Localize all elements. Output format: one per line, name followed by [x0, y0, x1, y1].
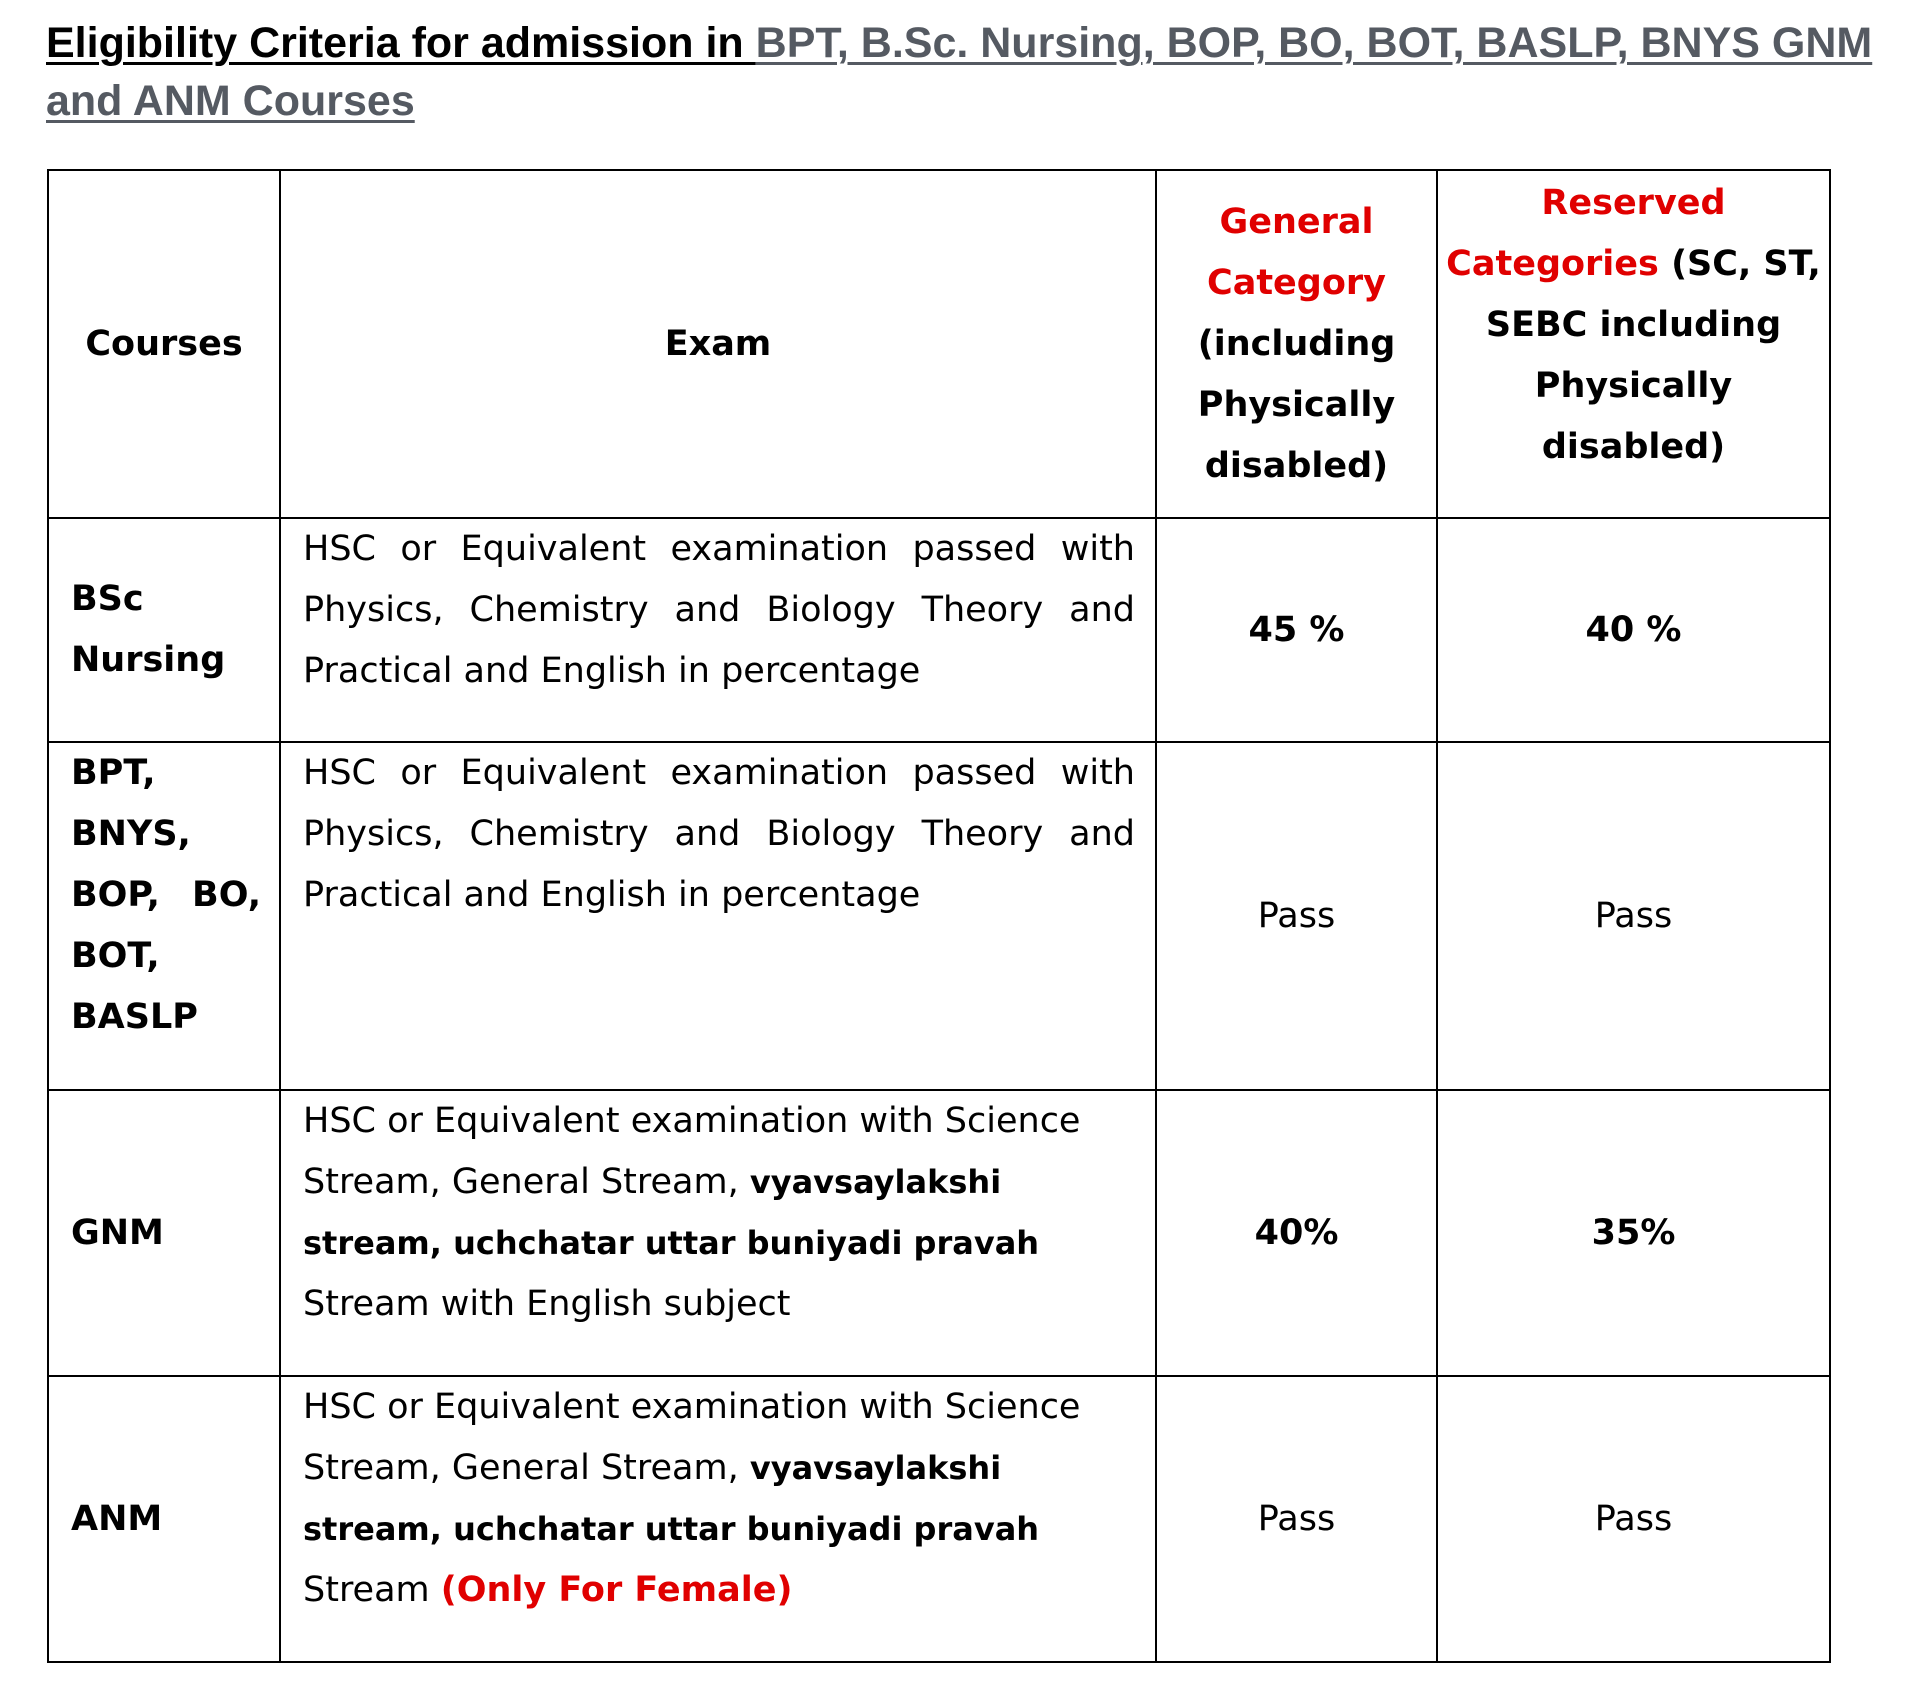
- course-cell: ANM: [48, 1376, 280, 1662]
- exam-cell: HSC or Equivalent examination passed with Physics, Chemistry and Biology Theory and Practical and English in percentage: [280, 518, 1156, 742]
- header-courses: Courses: [48, 170, 280, 518]
- exam-text-mid: Stream: [303, 1570, 441, 1610]
- exam-cell: [280, 1090, 1156, 1376]
- course-cell: BPT, BNYS, BOP, BO, BOT, BASLP: [48, 742, 280, 1090]
- exam-cell: [280, 1376, 1156, 1662]
- general-value: Pass: [1156, 1376, 1437, 1662]
- table-row: [48, 1090, 1830, 1376]
- title-courses: BPT, B.Sc. Nursing, BOP, BO, BOT, BASLP, BNYS GNM and ANM Courses: [46, 19, 1873, 125]
- reserved-value: 35%: [1437, 1090, 1830, 1376]
- table-row: [48, 518, 1830, 742]
- general-value: 40%: [1156, 1090, 1437, 1376]
- header-general-label: General Category: [1207, 201, 1386, 303]
- general-value: 45 %: [1156, 518, 1437, 742]
- exam-text: HSC or Equivalent examination with Science Stream, General Stream,: [303, 1101, 1081, 1202]
- table-row: [48, 742, 1830, 1090]
- general-value: Pass: [1156, 742, 1437, 1090]
- header-general-category: [1156, 170, 1437, 518]
- reserved-value: 40 %: [1437, 518, 1830, 742]
- reserved-value: Pass: [1437, 1376, 1830, 1662]
- exam-text: HSC or Equivalent examination with Science Stream, General Stream,: [303, 1387, 1081, 1488]
- eligibility-table: [47, 169, 1831, 1663]
- title-prefix: Eligibility Criteria for admission in: [46, 19, 756, 67]
- table-row: [48, 1376, 1830, 1662]
- page-title: [46, 14, 1886, 130]
- exam-text-end: Stream with English subject: [303, 1284, 791, 1324]
- header-general-note: (including Physically disabled): [1197, 323, 1396, 486]
- exam-cell: HSC or Equivalent examination passed with Physics, Chemistry and Biology Theory and Practical and English in percentage: [280, 742, 1156, 1090]
- header-reserved-label: Reserved Categories: [1446, 183, 1726, 284]
- table-header-row: [48, 170, 1830, 518]
- reserved-value: Pass: [1437, 742, 1830, 1090]
- exam-bold-streams: vyavsaylakshi stream, uchchatar uttar buniyadi pravah: [303, 1163, 1040, 1262]
- course-cell: GNM: [48, 1090, 280, 1376]
- course-cell: BSc Nursing: [48, 518, 280, 742]
- exam-female-note: (Only For Female): [440, 1570, 793, 1610]
- header-exam: Exam: [280, 170, 1156, 518]
- header-reserved-categories: [1437, 170, 1830, 518]
- header-reserved-note: (SC, ST, SEBC including Physically disabled): [1485, 244, 1821, 467]
- exam-bold-streams: vyavsaylakshi stream, uchchatar uttar buniyadi pravah: [303, 1449, 1040, 1548]
